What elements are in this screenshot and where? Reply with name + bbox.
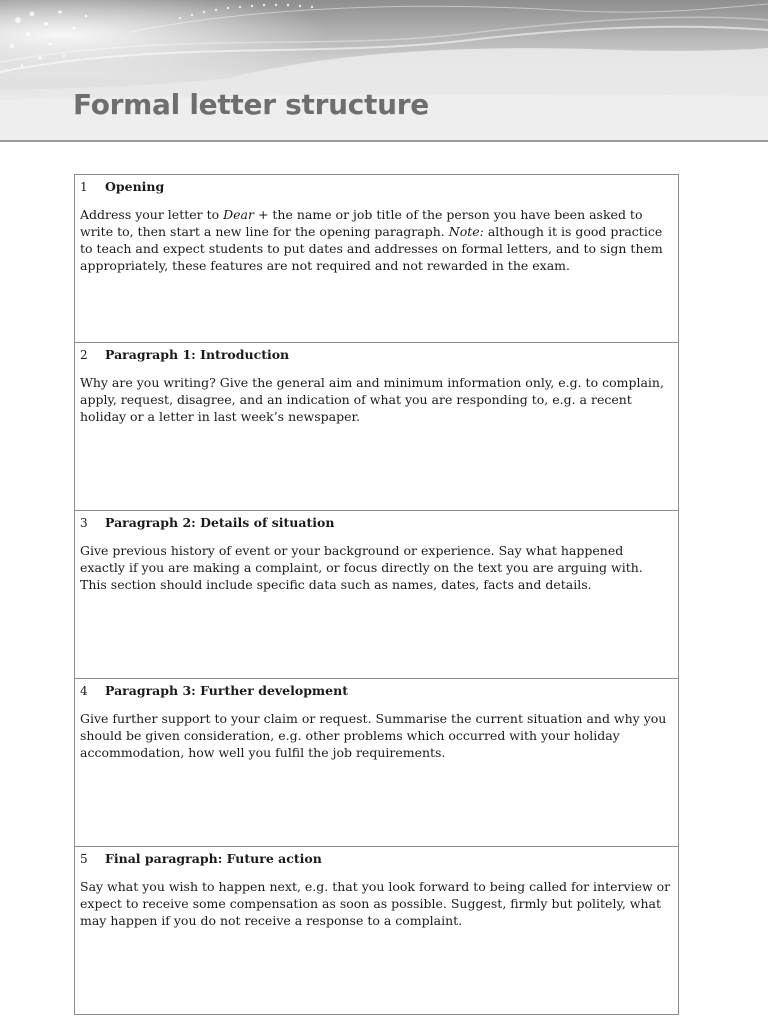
section-header — [80, 347, 672, 367]
letter-structure-table — [74, 174, 679, 1015]
section-body: Say what you wish to happen next, e.g. that you look forward to being called for interview or expect to receive some compensation as soon as possible. Suggest, firmly but politely, what may happen if you do not receive a response to a complaint. — [80, 879, 671, 928]
section-heading: Paragraph 3: Further development — [105, 683, 348, 698]
section-header — [80, 179, 672, 199]
section-heading: Paragraph 1: Introduction — [105, 347, 290, 362]
header-banner — [0, 0, 768, 142]
section-header — [80, 683, 672, 703]
section-body — [80, 206, 672, 274]
section-number: 4 — [80, 684, 88, 698]
section-heading: Opening — [105, 179, 165, 194]
section-heading: Paragraph 2: Details of situation — [105, 515, 335, 530]
section-introduction — [75, 343, 678, 511]
body-text: although it is good practice to teach and expect students to put dates and addresses on formal letters, and to sign them appropriately, these features are not required and not rewarded in the exam. — [80, 224, 663, 273]
section-future-action — [75, 847, 678, 1014]
section-number: 5 — [80, 852, 88, 866]
body-text-italic: Note: — [448, 224, 484, 239]
section-heading: Final paragraph: Future action — [105, 851, 322, 866]
body-text-italic: Dear — [223, 207, 254, 222]
section-body: Give previous history of event or your background or experience. Say what happened exactly if you are making a complaint, or focus directly on the text you are arguing with. This section should include specific data such as names, dates, facts and details. — [80, 543, 643, 592]
section-details-of-situation — [75, 511, 678, 679]
section-header — [80, 851, 672, 871]
section-header — [80, 515, 672, 535]
section-number: 2 — [80, 348, 88, 362]
section-number: 1 — [80, 180, 88, 194]
section-body: Give further support to your claim or request. Summarise the current situation and why you should be given consideration, e.g. other problems which occurred with your holiday accommodation, how well you fulfil the job requirements. — [80, 711, 667, 760]
section-further-development — [75, 679, 678, 847]
section-body: Why are you writing? Give the general aim and minimum information only, e.g. to complain, apply, request, disagree, and an indication of what you are responding to, e.g. a recent holiday or a letter in last week’s newspaper. — [80, 375, 664, 424]
body-text: + the name or job title of the person you have been asked to write to, then start a new line for the opening paragraph. — [80, 207, 643, 239]
section-opening — [75, 175, 678, 343]
body-text: Address your letter to — [80, 207, 224, 222]
page-title: Formal letter structure — [73, 88, 429, 121]
section-number: 3 — [80, 516, 88, 530]
